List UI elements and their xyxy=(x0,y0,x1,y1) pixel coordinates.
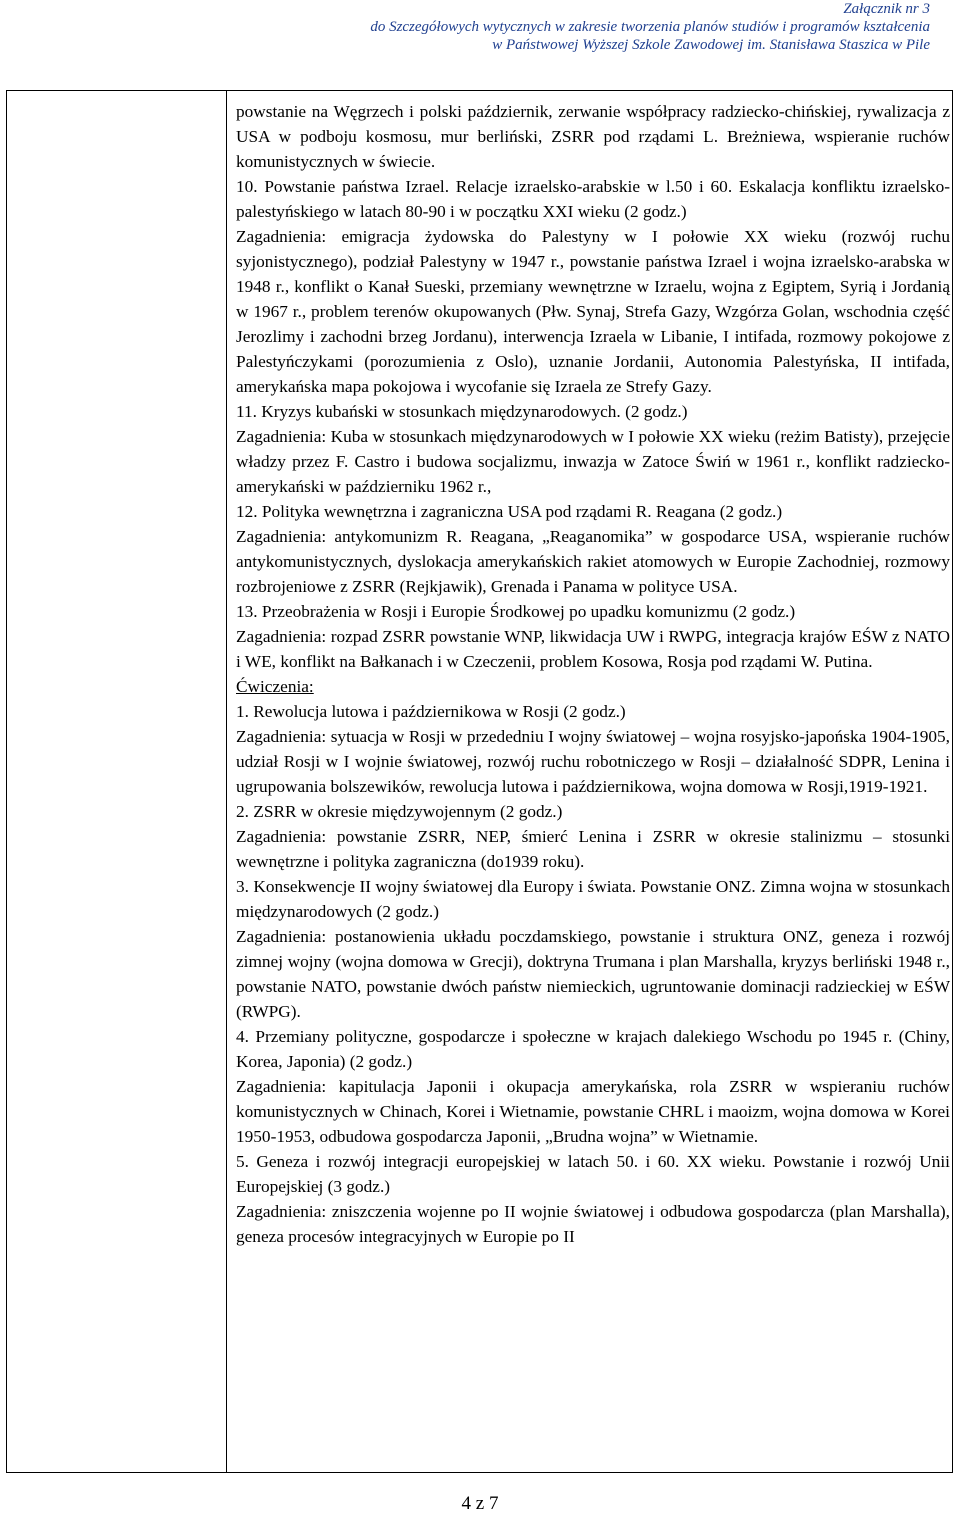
paragraph: Zagadnienia: rozpad ZSRR powstanie WNP, likwidacja UW i RWPG, integracja krajów EŚW z NATO i WE, konflikt na Bałkanach i w Czeczenii, problem Kosowa, Rosja pod rządami W. Putina. xyxy=(236,627,950,671)
paragraph: Zagadnienia: sytuacja w Rosji w przededniu I wojny światowej – wojna rosyjsko-japońska 1904-1905, udział Rosji w I wojnie światowej, rozwój ruchu robotniczego w Rosji – działalność SDPR, Lenina i ugrupowania bolszewików, rewolucja lutowa i październikowa, wojna domowa w Rosji,1919-1921. xyxy=(236,727,950,796)
section-heading: 10. Powstanie państwa Izrael. Relacje izraelsko-arabskie w l.50 i 60. Eskalacja konfliktu izraelsko-palestyńskiego w latach 80-90 i w początku XXI wieku (2 godz.) xyxy=(236,177,950,221)
exercises-heading: Ćwiczenia: xyxy=(236,677,314,696)
content-table xyxy=(6,90,953,1473)
paragraph: Zagadnienia: antykomunizm R. Reagana, „Reaganomika” w gospodarce USA, wspieranie ruchów antykomunistycznych, dyslokacja amerykańskich rakiet atomowych w Europie Zachodniej, rozmowy rozbrojeniowe z ZSRR (Rejkjawik), Grenada i Panama w polityce USA. xyxy=(236,527,950,596)
header-guidelines-title: do Szczegółowych wytycznych w zakresie tworzenia planów studiów i programów kształcenia xyxy=(370,19,930,35)
paragraph: Zagadnienia: kapitulacja Japonii i okupacja amerykańska, rola ZSRR w wspieraniu ruchów komunistycznych w Chinach, Korei i Wietnamie, powstanie CHRL i maoizm, wojna domowa w Korei 1950-1953, odbudowa gospodarcza Japonii, „Brudna wojna” w Wietnamie. xyxy=(236,1077,950,1146)
section-heading: 11. Kryzys kubański w stosunkach międzynarodowych. (2 godz.) xyxy=(236,402,688,421)
paragraph: Zagadnienia: zniszczenia wojenne po II wojnie światowej i odbudowa gospodarcza (plan Marshalla), geneza procesów integracyjnych w Europie po II xyxy=(236,1202,950,1246)
paragraph: Zagadnienia: emigracja żydowska do Palestyny w I połowie XX wieku (rozwój ruchu syjonistycznego), podział Palestyny w 1947 r., powstanie państwa Izrael i wojna izraelsko-arabska w 1948 r., konflikt o Kanał Sueski, przemiany wewnętrzne w Izraelu, wojna z Egiptem, Syrią i Jordanią w 1967 r., problem terenów okupowanych (Płw. Synaj, Strefa Gazy, Wzgórza Golan, wschodnia część Jerozlimy i zachodni brzeg Jordanu), interwencja Izraela w Libanie, I intifada, rozmowy pokojowe z Palestyńczykami (porozumienia z Oslo), uznanie Jordanii, Autonomia Palestyńska, II intifada, amerykańska mapa pokojowa i wycofanie się Izraela ze Strefy Gazy. xyxy=(236,227,950,396)
section-heading: 4. Przemiany polityczne, gospodarcze i społeczne w krajach dalekiego Wschodu po 1945 r. (Chiny, Korea, Japonia) (2 godz.) xyxy=(236,1027,950,1071)
paragraph: Zagadnienia: powstanie ZSRR, NEP, śmierć Lenina i ZSRR w okresie stalinizmu – stosunki wewnętrzne i polityka zagraniczna (do1939 roku). xyxy=(236,827,950,871)
paragraph: powstanie na Węgrzech i polski październik, zerwanie współpracy radziecko-chińskiej, rywalizacja z USA w podboju kosmosu, mur berliński, ZSRR pod rządami L. Breżniewa, wspieranie ruchów komunistycznych w świecie. xyxy=(236,102,950,171)
section-heading: 13. Przeobrażenia w Rosji i Europie Środkowej po upadku komunizmu (2 godz.) xyxy=(236,602,796,621)
page-number: 4 z 7 xyxy=(461,1493,499,1514)
table-left-column xyxy=(7,91,227,1472)
paragraph: Zagadnienia: Kuba w stosunkach międzynarodowych w I połowie XX wieku (reżim Batisty), przejęcie władzy przez F. Castro i budowa socjalizmu, inwazja w Zatoce Świń w 1961 r., konflikt radziecko-amerykański w październiku 1962 r., xyxy=(236,427,950,496)
table-right-column xyxy=(236,99,950,1249)
section-heading: 2. ZSRR w okresie międzywojennym (2 godz.) xyxy=(236,802,563,821)
section-heading: 1. Rewolucja lutowa i październikowa w Rosji (2 godz.) xyxy=(236,702,626,721)
section-heading: 5. Geneza i rozwój integracji europejskiej w latach 50. i 60. XX wieku. Powstanie i rozwój Unii Europejskiej (3 godz.) xyxy=(236,1152,950,1196)
section-heading: 12. Polityka wewnętrzna i zagraniczna USA pod rządami R. Reagana (2 godz.) xyxy=(236,502,783,521)
header-institution: w Państwowej Wyższej Szkole Zawodowej im. Stanisława Staszica w Pile xyxy=(492,37,930,53)
section-heading: 3. Konsekwencje II wojny światowej dla Europy i świata. Powstanie ONZ. Zimna wojna w stosunkach międzynarodowych (2 godz.) xyxy=(236,877,950,921)
header-annex-number: Załącznik nr 3 xyxy=(843,1,930,17)
document-header xyxy=(370,0,930,54)
paragraph: Zagadnienia: postanowienia układu poczdamskiego, powstanie i struktura ONZ, geneza i rozwój zimnej wojny (wojna domowa w Grecji), doktryna Trumana i plan Marshalla, kryzys berliński 1948 r., powstanie NATO, powstanie dwóch państw niemieckich, ugruntowanie dominacji radzieckiej w EŚW (RWPG). xyxy=(236,927,950,1021)
